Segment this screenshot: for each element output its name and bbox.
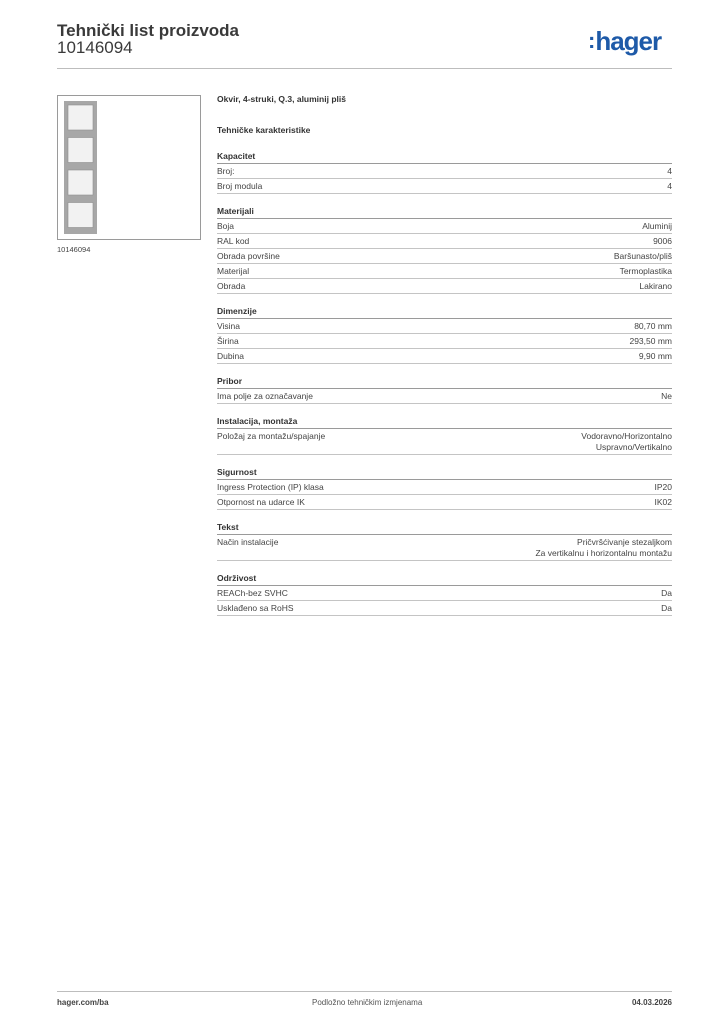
spec-label: Dubina [217, 351, 244, 361]
spec-row [217, 234, 672, 249]
spec-row [217, 319, 672, 334]
spec-value: Da [661, 603, 672, 613]
spec-value: IK02 [654, 497, 672, 507]
product-name: Okvir, 4-struki, Q.3, aluminij pliš [217, 94, 346, 104]
spec-label: Način instalacije [217, 537, 279, 547]
spec-label: Položaj za montažu/spajanje [217, 431, 326, 441]
spec-label: RAL kod [217, 236, 250, 246]
spec-label: Obrada površine [217, 251, 280, 261]
frame-illustration [58, 96, 200, 239]
spec-value: 9006 [653, 236, 672, 246]
spec-section [217, 416, 672, 455]
spec-label: Otpornost na udarce IK [217, 497, 305, 507]
spec-value: Baršunasto/pliš [613, 251, 672, 261]
spec-label: Obrada [217, 281, 246, 291]
section-title: Pribor [217, 376, 672, 389]
spec-value: 9,90 mm [638, 351, 672, 361]
spec-label: Boja [217, 221, 235, 231]
section-title: Instalacija, montaža [217, 416, 672, 429]
spec-section [217, 467, 672, 510]
hager-logo: :hager [588, 26, 662, 56]
spec-value: Lakirano [639, 281, 672, 291]
product-code: 10146094 [57, 38, 133, 57]
page-title: Tehnički list proizvoda [57, 21, 239, 40]
spec-row [217, 179, 672, 194]
spec-label: Visina [217, 321, 240, 331]
spec-row [217, 279, 672, 294]
spec-label: Broj modula [217, 181, 263, 191]
section-title: Tekst [217, 522, 672, 535]
spec-row [217, 164, 672, 179]
spec-row [217, 249, 672, 264]
spec-label: Ingress Protection (IP) klasa [217, 482, 324, 492]
spec-value: Da [661, 588, 672, 598]
spec-value: 4 [667, 166, 672, 176]
spec-row [217, 349, 672, 364]
spec-row [217, 480, 672, 495]
spec-row [217, 429, 672, 455]
spec-section [217, 151, 672, 194]
spec-value: 80,70 mm [634, 321, 672, 331]
spec-label: Ima polje za označavanje [217, 391, 313, 401]
footer-date: 04.03.2026 [631, 998, 672, 1007]
header-divider [57, 68, 672, 69]
spec-value: Aluminij [642, 221, 672, 231]
spec-label: Širina [217, 336, 239, 346]
spec-label: Materijal [217, 266, 250, 276]
section-title: Materijali [217, 206, 672, 219]
spec-label: Usklađeno sa RoHS [217, 603, 294, 613]
product-image [57, 95, 201, 240]
section-title: Sigurnost [217, 467, 672, 480]
spec-row [217, 219, 672, 234]
spec-value: Vodoravno/Horizontalno Uspravno/Vertikalno [581, 431, 672, 452]
spec-section [217, 522, 672, 561]
spec-label: REACh-bez SVHC [217, 588, 288, 598]
spec-label: Broj: [217, 166, 235, 176]
spec-row [217, 334, 672, 349]
footer-divider [57, 991, 672, 992]
spec-section [217, 206, 672, 294]
spec-value: Termoplastika [619, 266, 672, 276]
section-title: Kapacitet [217, 151, 672, 164]
spec-section [217, 306, 672, 364]
spec-section [217, 573, 672, 616]
logo-text: hager [595, 26, 662, 56]
spec-row [217, 601, 672, 616]
spec-value: Ne [661, 391, 672, 401]
spec-value: 4 [667, 181, 672, 191]
spec-value: 293,50 mm [629, 336, 672, 346]
image-caption: 10146094 [57, 245, 91, 254]
spec-row [217, 264, 672, 279]
spec-row [217, 535, 672, 561]
spec-value: Pričvršćivanje stezaljkom Za vertikalnu i horizontalnu montažu [535, 537, 672, 558]
tech-heading: Tehničke karakteristike [217, 125, 311, 135]
spec-row [217, 389, 672, 404]
spec-row [217, 495, 672, 510]
spec-content [217, 94, 672, 616]
section-title: Održivost [217, 573, 672, 586]
footer-website[interactable]: hager.com/ba [57, 998, 109, 1007]
section-title: Dimenzije [217, 306, 672, 319]
spec-section [217, 376, 672, 404]
spec-sections [217, 151, 672, 616]
spec-row [217, 586, 672, 601]
footer-note: Podložno tehničkim izmjenama [312, 998, 423, 1007]
spec-value: IP20 [654, 482, 672, 492]
